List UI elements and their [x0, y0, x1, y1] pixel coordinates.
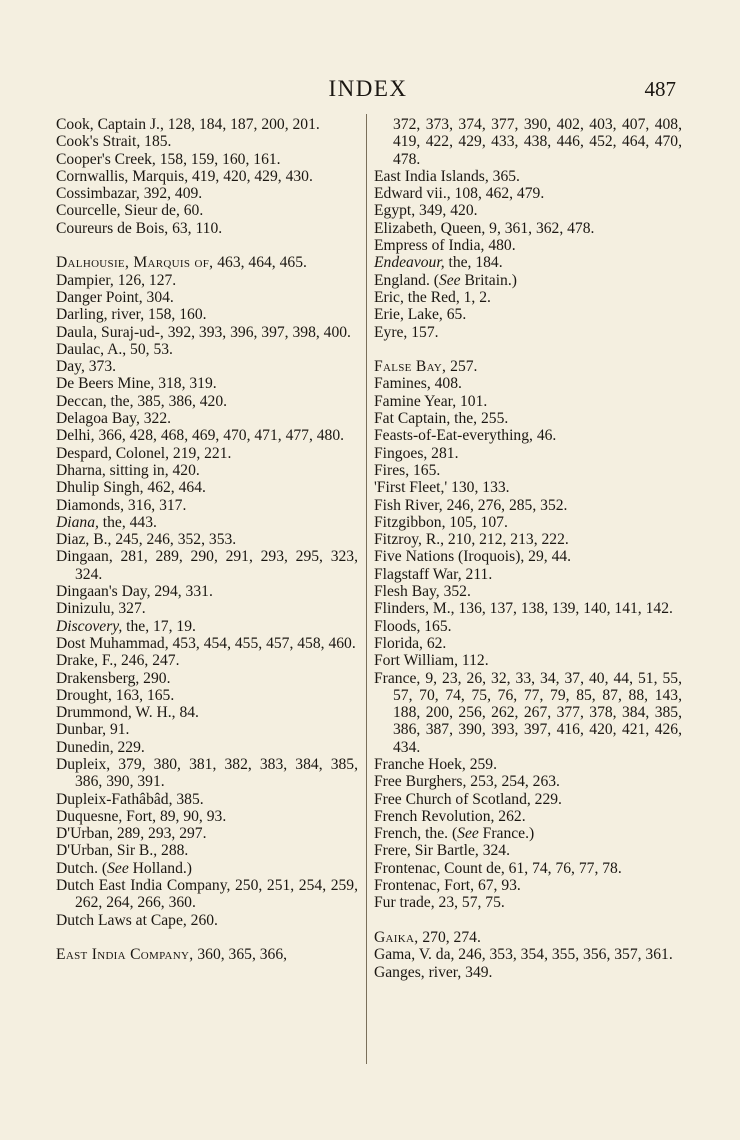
index-entry: Diamonds, 316, 317. [56, 496, 187, 514]
entry-pages: the, 443. [98, 513, 157, 531]
entry-pages: the, 184. [444, 254, 503, 272]
entry-pages: the, 17, 19. [122, 617, 196, 635]
index-entry: Free Burghers, 253, 254, 263. [374, 773, 560, 791]
index-entry: Despard, Colonel, 219, 221. [56, 444, 232, 462]
index-entry: Famine Year, 101. [374, 392, 488, 410]
index-entry: Delagoa Bay, 322. [56, 410, 172, 428]
index-entry: Daula, Suraj-ud-, 392, 393, 396, 397, 398, 400. [56, 323, 351, 341]
index-column-left [56, 116, 358, 964]
index-entry: D'Urban, 289, 293, 297. [56, 825, 207, 843]
index-entry: Florida, 62. [374, 634, 447, 652]
index-entry: Duquesne, Fort, 89, 90, 93. [56, 807, 227, 825]
index-entry: Drummond, W. H., 84. [56, 704, 199, 722]
index-entry: Day, 373. [56, 358, 117, 376]
page-number: 487 [644, 77, 676, 101]
letter-section-heading: False Bay, [374, 358, 447, 376]
index-entry: Gama, V. da, 246, 353, 354, 355, 356, 357, 361. [374, 946, 673, 964]
index-entry: Delhi, 366, 428, 468, 469, 470, 471, 477, 480. [56, 427, 345, 445]
index-entry: Fitzgibbon, 105, 107. [374, 513, 508, 531]
entry-pages: 463, 464, 465. [213, 254, 307, 272]
index-entry: Danger Point, 304. [56, 288, 174, 306]
index-entry: French Revolution, 262. [374, 807, 526, 825]
index-entry [374, 272, 682, 289]
index-entry: Elizabeth, Queen, 9, 361, 362, 478. [374, 219, 595, 237]
index-entry: Drakensberg, 290. [56, 669, 171, 687]
index-entry [374, 358, 682, 375]
ship-name: Endeavour, [374, 254, 445, 272]
index-entry: Cornwallis, Marquis, 419, 420, 429, 430. [56, 167, 313, 185]
see-reference: See [457, 825, 479, 843]
column-divider [366, 114, 367, 1064]
index-entry: Franche Hoek, 259. [374, 755, 497, 773]
index-entry [56, 946, 358, 963]
index-entry: Flagstaff War, 211. [374, 565, 493, 583]
index-entry: Eric, the Red, 1, 2. [374, 288, 491, 306]
index-entry: Dinizulu, 327. [56, 600, 146, 618]
entry-pages: 360, 365, 366, [193, 946, 288, 964]
index-entry: Edward vii., 108, 462, 479. [374, 185, 545, 203]
index-entry: Cossimbazar, 392, 409. [56, 185, 203, 203]
index-entry: Courcelle, Sieur de, 60. [56, 202, 204, 220]
index-entry: Fish River, 246, 276, 285, 352. [374, 496, 568, 514]
index-entry: Diaz, B., 245, 246, 352, 353. [56, 531, 237, 549]
index-entry: Deccan, the, 385, 386, 420. [56, 392, 228, 410]
index-entry: Fitzroy, R., 210, 212, 213, 222. [374, 531, 569, 549]
index-entry: Famines, 408. [374, 375, 462, 393]
ship-name: Diana, [56, 513, 99, 531]
letter-section-heading: Dalhousie, Marquis of, [56, 254, 214, 272]
index-entry: Drought, 163, 165. [56, 686, 175, 704]
index-entry: Ganges, river, 349. [374, 963, 493, 981]
index-entry: Egypt, 349, 420. [374, 202, 478, 220]
index-entry: Dhulip Singh, 462, 464. [56, 479, 206, 497]
letter-section-heading: East India Company, [56, 946, 194, 964]
entry-text: French, the. ( [374, 825, 458, 843]
index-entry: Free Church of Scotland, 229. [374, 790, 562, 808]
index-entry: Dost Muhammad, 453, 454, 455, 457, 458, 460. [56, 634, 356, 652]
index-entry: Dampier, 126, 127. [56, 271, 177, 289]
index-entry: Dutch Laws at Cape, 260. [56, 911, 218, 929]
index-entry: Dunedin, 229. [56, 738, 145, 756]
entry-text: Britain.) [460, 271, 517, 289]
entry-text: England. ( [374, 271, 439, 289]
index-entry: Dupleix, 379, 380, 381, 382, 383, 384, 385, 386, 390, 391. [56, 755, 358, 791]
entry-text: Holland.) [128, 859, 192, 877]
index-entry: Dingaan, 281, 289, 290, 291, 293, 295, 323, 324. [56, 548, 358, 583]
letter-section-heading: Gaika, [374, 928, 419, 946]
index-entry: Cook's Strait, 185. [56, 133, 172, 151]
index-column-right [374, 116, 682, 981]
index-entry [374, 825, 682, 842]
index-entry [56, 618, 358, 635]
see-reference: See [107, 859, 129, 877]
index-entry: Fat Captain, the, 255. [374, 410, 509, 428]
index-entry: Erie, Lake, 65. [374, 306, 467, 324]
index-entry: Five Nations (Iroquois), 29, 44. [374, 548, 572, 566]
index-entry: Darling, river, 158, 160. [56, 306, 207, 324]
index-entry [374, 254, 682, 271]
index-entry: Floods, 165. [374, 617, 452, 635]
ship-name: Discovery, [56, 617, 123, 635]
index-entry: Dutch East India Company, 250, 251, 254, 259, 262, 264, 266, 360. [56, 877, 358, 912]
index-entry: Frere, Sir Bartle, 324. [374, 842, 510, 860]
index-entry: Frontenac, Count de, 61, 74, 76, 77, 78. [374, 859, 622, 877]
page-header [56, 76, 680, 102]
entry-pages: 257. [446, 358, 478, 376]
index-entry: Fingoes, 281. [374, 444, 459, 462]
index-entry: Daulac, A., 50, 53. [56, 340, 173, 358]
entry-text: Dutch. ( [56, 859, 108, 877]
index-entry: Fort William, 112. [374, 652, 489, 670]
index-entry [56, 514, 358, 531]
entry-pages: 270, 274. [418, 928, 481, 946]
index-entry: East India Islands, 365. [374, 167, 520, 185]
see-reference: See [438, 271, 461, 289]
running-title: INDEX [328, 76, 408, 101]
index-entry: Drake, F., 246, 247. [56, 652, 180, 670]
index-entry: Coureurs de Bois, 63, 110. [56, 219, 223, 237]
index-entry: Flesh Bay, 352. [374, 583, 471, 601]
index-entry: Empress of India, 480. [374, 237, 516, 255]
index-entry: France, 9, 23, 26, 32, 33, 34, 37, 40, 44, 51, 55, 57, 70, 74, 75, 76, 77, 79, 85, 87, 88, 143, 188, 200, 256, 262, 267, 377, 378, 384, 385, 386, 387, 390, 393, 397, 416, 420, 421, 426, 434. [374, 669, 682, 756]
index-entry: Feasts-of-Eat-everything, 46. [374, 427, 557, 445]
index-entry: Cook, Captain J., 128, 184, 187, 200, 201. [56, 116, 320, 133]
index-entry: Dunbar, 91. [56, 721, 130, 739]
index-entry: 'First Fleet,' 130, 133. [374, 479, 510, 497]
index-entry: D'Urban, Sir B., 288. [56, 842, 189, 860]
index-entry: Dingaan's Day, 294, 331. [56, 583, 213, 601]
index-entry [56, 254, 358, 271]
index-entry: Flinders, M., 136, 137, 138, 139, 140, 141, 142. [374, 600, 673, 618]
index-entry: Fires, 165. [374, 461, 441, 479]
index-entry-continuation: 372, 373, 374, 377, 390, 402, 403, 407, 408, 419, 422, 429, 433, 438, 446, 452, 464, 470, 478. [393, 116, 682, 168]
index-entry: Dharna, sitting in, 420. [56, 461, 200, 479]
index-entry: Frontenac, Fort, 67, 93. [374, 877, 521, 895]
index-entry: Fur trade, 23, 57, 75. [374, 894, 505, 912]
index-entry [374, 929, 682, 946]
index-entry: De Beers Mine, 318, 319. [56, 375, 217, 393]
index-entry: Dupleix-Fathâbâd, 385. [56, 790, 204, 808]
index-entry: Eyre, 157. [374, 323, 439, 341]
index-entry: Cooper's Creek, 158, 159, 160, 161. [56, 150, 281, 168]
entry-text: France.) [478, 825, 535, 843]
index-entry [56, 860, 358, 877]
